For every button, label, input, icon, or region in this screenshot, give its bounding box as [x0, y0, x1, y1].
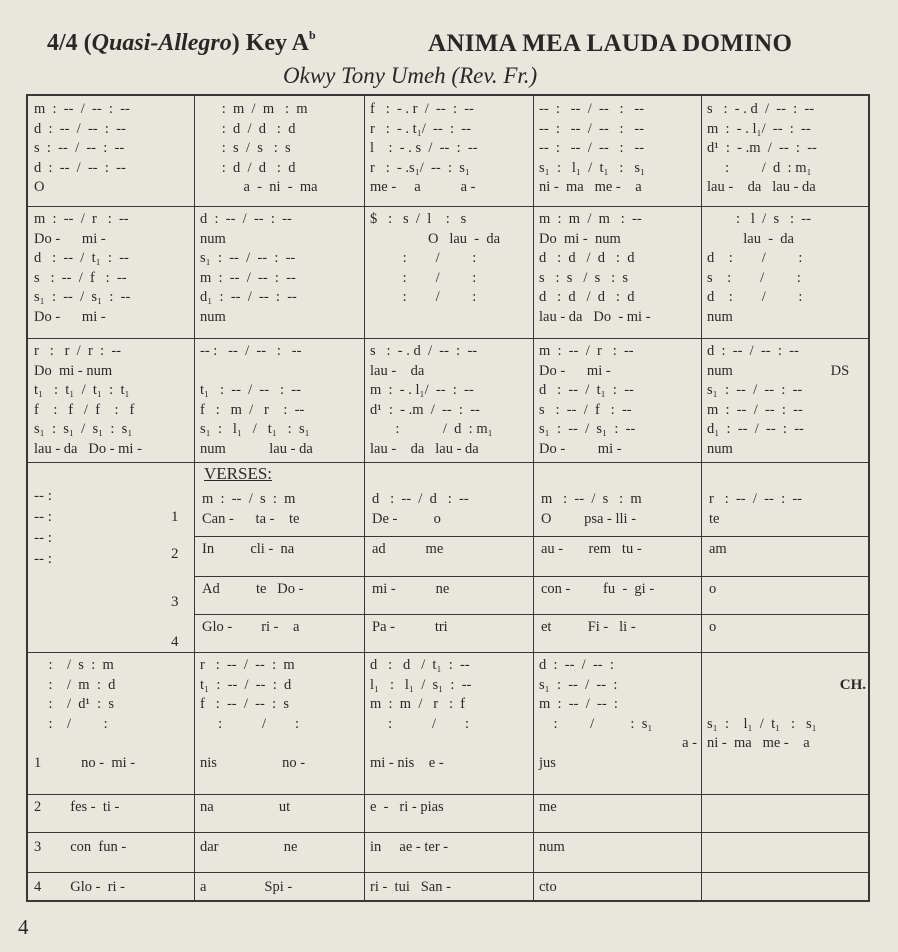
notation-line: [707, 838, 866, 858]
notation-line: cto: [539, 879, 557, 895]
notation-line: r : - .s₁/ -- : s₁: [370, 159, 470, 176]
notation-line: : / :: [200, 715, 300, 732]
notation-line: $ : s / l : s: [370, 211, 467, 227]
notation-line: : / :: [370, 250, 477, 267]
notation-line: : / : s₁: [539, 715, 653, 732]
notation-line: m : -- / r : --: [539, 343, 634, 359]
notation-line: [707, 754, 866, 774]
verse-notes: [202, 490, 362, 510]
notation-line: m : -- / s : m: [541, 491, 642, 507]
notation-line: d₁ : -- / -- : --: [707, 421, 804, 438]
notation-line: m : -- / s : m: [202, 491, 296, 507]
notation-line: m : m / r : f: [370, 696, 466, 713]
song-title: ANIMA MEA LAUDA DOMINO: [428, 30, 793, 57]
notation-line: Do - mi -: [34, 308, 106, 325]
notation-line: -- : -- / -- : --: [539, 101, 645, 117]
notation-line: r : -- / -- : --: [709, 491, 803, 507]
notation-line: con - fu - gi -: [541, 581, 655, 597]
notation-line: f : f / f : f: [34, 401, 135, 418]
verse-lyric: [709, 510, 868, 530]
score-cell: [370, 210, 529, 328]
notation-line: r : r / r : --: [34, 343, 121, 359]
notation-line: s₁ : s₁ / s₁ : s₁: [34, 421, 133, 438]
notation-line: [707, 656, 866, 676]
verse-notes: [541, 490, 699, 510]
score-cell: [34, 100, 190, 198]
notation-line: : d / d : d: [200, 159, 296, 176]
verse-lyric: [202, 618, 362, 638]
notation-line: lau - da Do - mi -: [539, 308, 651, 325]
notation-line: d¹ : - .m / -- : --: [707, 140, 817, 157]
notation-line: f : m / r : --: [200, 401, 305, 418]
notation-line: me - a a -: [370, 179, 476, 196]
notation-line: d : -- / -- : --: [34, 159, 126, 176]
notation-line: l₁ : l₁ / s₁ : --: [370, 676, 472, 693]
notation-line: s : - . d / -- : --: [370, 343, 478, 359]
notation-line: -- : -- / -- : --: [539, 140, 645, 157]
coda-lyric: [200, 838, 360, 858]
verse-mark: -- :: [34, 509, 52, 525]
notation-line: d₁ : -- / -- : --: [200, 289, 297, 306]
coda-lyric: [370, 878, 529, 898]
coda-lyric: [34, 838, 190, 858]
notation-line: ni - ma me - a: [707, 735, 810, 752]
coda-lyric: [707, 798, 866, 818]
verse-lyric: [709, 618, 868, 638]
notation-line: s : s / s : s: [539, 269, 629, 286]
notation-line: : / d¹ : s: [34, 696, 115, 713]
notation-line: : d / d : d: [200, 120, 296, 137]
notation-line: au - rem tu -: [541, 541, 642, 557]
coda-cell: [707, 656, 866, 774]
notation-line: m : -- / -- :: [539, 696, 618, 713]
verse-notes: [709, 490, 868, 510]
notation-line: : / :: [370, 269, 477, 286]
verse-lyric: [541, 618, 699, 638]
composer: Okwy Tony Umeh (Rev. Fr.): [283, 63, 538, 88]
notation-line: Do mi - num: [34, 362, 113, 379]
verse-lyric: [372, 510, 531, 530]
notation-line: 1 no - mi -: [34, 754, 136, 771]
coda-lyric: [34, 798, 190, 818]
notation-line: CH.: [839, 676, 866, 693]
notation-line: me: [539, 799, 557, 815]
notation-line: ad me: [372, 541, 444, 557]
coda-cell: [34, 656, 190, 774]
verse-lyric: [541, 580, 699, 600]
notation-line: dar ne: [200, 839, 298, 855]
notation-line: : / :: [370, 715, 470, 732]
notation-line: [707, 695, 866, 715]
notation-line: num lau - da: [200, 440, 313, 457]
coda-cell: [539, 656, 697, 774]
score-cell: [707, 342, 866, 460]
notation-line: [34, 734, 190, 754]
notation-line: m : -- / -- : --: [200, 269, 296, 286]
notation-line: t₁ : -- / -- : d: [200, 676, 292, 693]
verse-lyric: [709, 540, 868, 560]
verse-mark: -- :: [34, 488, 52, 504]
notation-line: s : -- / -- : --: [34, 140, 125, 157]
coda-lyric: [370, 798, 529, 818]
notation-line: s : / :: [707, 269, 801, 286]
page-number: 4: [18, 915, 29, 939]
notation-line: am: [709, 541, 727, 557]
coda-lyric: [539, 878, 697, 898]
notation-line: mi - nis e -: [370, 754, 444, 771]
score-cell: [707, 100, 866, 198]
notation-line: O psa - lli -: [541, 511, 637, 527]
notation-line: : m / m : m: [200, 101, 308, 117]
notation-line: : / s : m: [34, 657, 114, 673]
notation-line: in ae - ter -: [370, 839, 449, 855]
notation-line: num: [707, 440, 733, 457]
notation-line: Do - mi -: [539, 440, 622, 457]
notation-line: s₁ : -- / -- : --: [200, 250, 296, 267]
notation-line: -- : -- / -- : --: [539, 120, 645, 137]
verse-mark: -- :: [34, 551, 52, 567]
coda-lyric: [539, 798, 697, 818]
notation-line: lau - da: [707, 230, 794, 247]
notation-line: f : -- / -- : s: [200, 696, 289, 713]
notation-line: t₁ : -- / -- : --: [200, 382, 301, 399]
score-cell: [370, 100, 529, 198]
score-cell: [539, 342, 697, 460]
notation-line: ri - tui San -: [370, 879, 451, 895]
verse-lyric: [372, 540, 531, 560]
notation-line: Ad te Do -: [202, 581, 304, 597]
notation-line: 4 Glo - ri -: [34, 879, 126, 895]
coda-lyric: [707, 838, 866, 858]
notation-line: d : d / t₁ : --: [370, 657, 470, 673]
score-grid: [26, 94, 870, 902]
notation-line: : l / s : --: [707, 211, 811, 227]
notation-line: Pa - tri: [372, 619, 448, 635]
notation-line: lau - da: [370, 362, 425, 379]
notation-line: s₁ : -- / -- :: [539, 676, 618, 693]
notation-line: m : m / m : --: [539, 211, 642, 227]
notation-line: [200, 734, 360, 754]
coda-lyric: [34, 878, 190, 898]
score-cell: [539, 100, 697, 198]
verses-heading: VERSES:: [204, 464, 273, 483]
verse-lyric: [541, 510, 699, 530]
coda-lyric: [200, 798, 360, 818]
notation-line: Do - mi -: [539, 362, 611, 379]
notation-line: [707, 798, 866, 818]
notation-line: m : -- / -- : --: [34, 101, 130, 117]
notation-line: d : -- / -- : --: [34, 120, 126, 137]
verse-lyric: [202, 540, 362, 560]
notation-line: De - o: [372, 511, 441, 527]
notation-line: l : - . s / -- : --: [370, 140, 478, 157]
notation-line: -- : -- / -- : --: [200, 343, 302, 359]
coda-lyric: [370, 838, 529, 858]
notation-line: nis no -: [200, 754, 306, 771]
coda-cell: [200, 656, 360, 774]
notation-line: s₁ : -- / s₁ : --: [539, 421, 636, 438]
notation-line: m : - . l₁/ -- : --: [370, 382, 474, 399]
notation-line: : / :: [370, 289, 477, 306]
coda-lyric: [539, 838, 697, 858]
notation-line: num: [539, 839, 565, 855]
notation-line: [707, 878, 866, 898]
notation-line: 3 con fun -: [34, 839, 127, 855]
notation-line: d : -- / -- : --: [707, 343, 799, 359]
notation-line: d¹ : - .m / -- : --: [370, 401, 480, 418]
verse-mark: -- :: [34, 530, 52, 546]
notation-line: lau - da lau - da: [370, 440, 479, 457]
notation-line: d : / :: [707, 289, 803, 306]
notation-line: o: [709, 619, 717, 635]
notation-line: num DS: [707, 362, 850, 379]
notation-line: O: [34, 179, 45, 196]
notation-line: s₁ : l₁ / t₁ : s₁: [707, 715, 817, 732]
notation-line: Do mi - num: [539, 230, 621, 247]
verse-notes: [372, 490, 531, 510]
notation-line: num: [707, 308, 733, 325]
verse-lyric: [372, 580, 531, 600]
notation-line: r : -- / -- : m: [200, 657, 295, 673]
notation-line: d : -- / -- : --: [200, 211, 292, 227]
notation-line: a Spi -: [200, 879, 293, 895]
verse-number: 3: [171, 594, 179, 610]
notation-line: O lau - da: [370, 230, 501, 247]
score-cell: [200, 100, 360, 198]
notation-line: s₁ : -- / -- : --: [707, 382, 803, 399]
notation-line: s₁ : l₁ / t₁ : s₁: [200, 421, 310, 438]
score-cell: [34, 210, 190, 328]
notation-line: d : -- / t₁ : --: [539, 382, 634, 399]
notation-line: te: [709, 511, 720, 527]
notation-line: d : d / d : d: [539, 289, 635, 306]
score-cell: [370, 342, 529, 460]
notation-line: t₁ : t₁ / t₁ : t₁: [34, 382, 130, 399]
notation-line: s : -- / f : --: [34, 269, 127, 286]
notation-line: r : - . t₁/ -- : --: [370, 120, 471, 137]
notation-line: jus: [539, 754, 556, 771]
notation-line: : s / s : s: [200, 140, 291, 157]
notation-line: d : d / d : d: [539, 250, 635, 267]
notation-line: a - ni - ma: [200, 179, 318, 196]
notation-line: s₁ : l₁ / t₁ : s₁: [539, 159, 646, 176]
verse-lyric: [202, 510, 362, 530]
notation-line: Do - mi -: [34, 230, 106, 247]
verse-lyric: [372, 618, 531, 638]
notation-line: 2 fes - ti -: [34, 799, 120, 815]
notation-line: s : - . d / -- : --: [707, 101, 815, 117]
coda-lyric: [707, 878, 866, 898]
notation-line: e - ri - pias: [370, 799, 444, 815]
notation-line: mi - ne: [372, 581, 450, 597]
notation-line: o: [709, 581, 717, 597]
notation-line: [200, 362, 360, 382]
score-cell: [200, 342, 360, 460]
notation-line: In cli - na: [202, 541, 295, 557]
notation-line: m : -- / r : --: [34, 211, 129, 227]
notation-line: f : - . r / -- : --: [370, 101, 474, 117]
verse-number: 1: [171, 509, 179, 525]
notation-line: d : / :: [707, 250, 803, 267]
notation-line: Can - ta - te: [202, 511, 300, 527]
notation-line: m : -- / -- : --: [707, 401, 803, 418]
notation-line: lau - da lau - da: [707, 179, 816, 196]
notation-line: [370, 308, 529, 328]
coda-cell: [370, 656, 529, 774]
time-tempo-key: 4/4 (Quasi-Allegro) Key $A^b$: [47, 28, 316, 56]
score-cell: [34, 342, 190, 460]
verse-number: 4: [171, 634, 179, 650]
notation-line: a -: [566, 735, 697, 752]
notation-line: : / :: [34, 715, 108, 732]
verse-lyric: [202, 580, 362, 600]
score-cell: [200, 210, 360, 328]
notation-line: num: [200, 308, 226, 325]
notation-line: d : -- / -- :: [539, 657, 614, 673]
notation-line: [370, 734, 529, 754]
notation-line: et Fi - li -: [541, 619, 636, 635]
notation-line: d : -- / d : --: [372, 491, 469, 507]
score-cell: [539, 210, 697, 328]
notation-line: num: [200, 230, 226, 247]
notation-line: : / m : d: [34, 676, 116, 693]
notation-line: Glo - ri - a: [202, 619, 300, 635]
notation-line: : / d : m₁: [370, 421, 493, 438]
notation-line: ni - ma me - a: [539, 179, 642, 196]
notation-line: lau - da Do - mi -: [34, 440, 142, 457]
score-cell: [707, 210, 866, 328]
coda-lyric: [200, 878, 360, 898]
notation-line: m : - . l₁/ -- : --: [707, 120, 811, 137]
notation-line: s₁ : -- / s₁ : --: [34, 289, 131, 306]
verse-lyric: [709, 580, 868, 600]
notation-line: na ut: [200, 799, 291, 815]
verse-number: 2: [171, 546, 179, 562]
notation-line: d : -- / t₁ : --: [34, 250, 129, 267]
notation-line: : / d : m₁: [707, 159, 812, 176]
verse-lyric: [541, 540, 699, 560]
notation-line: s : -- / f : --: [539, 401, 632, 418]
